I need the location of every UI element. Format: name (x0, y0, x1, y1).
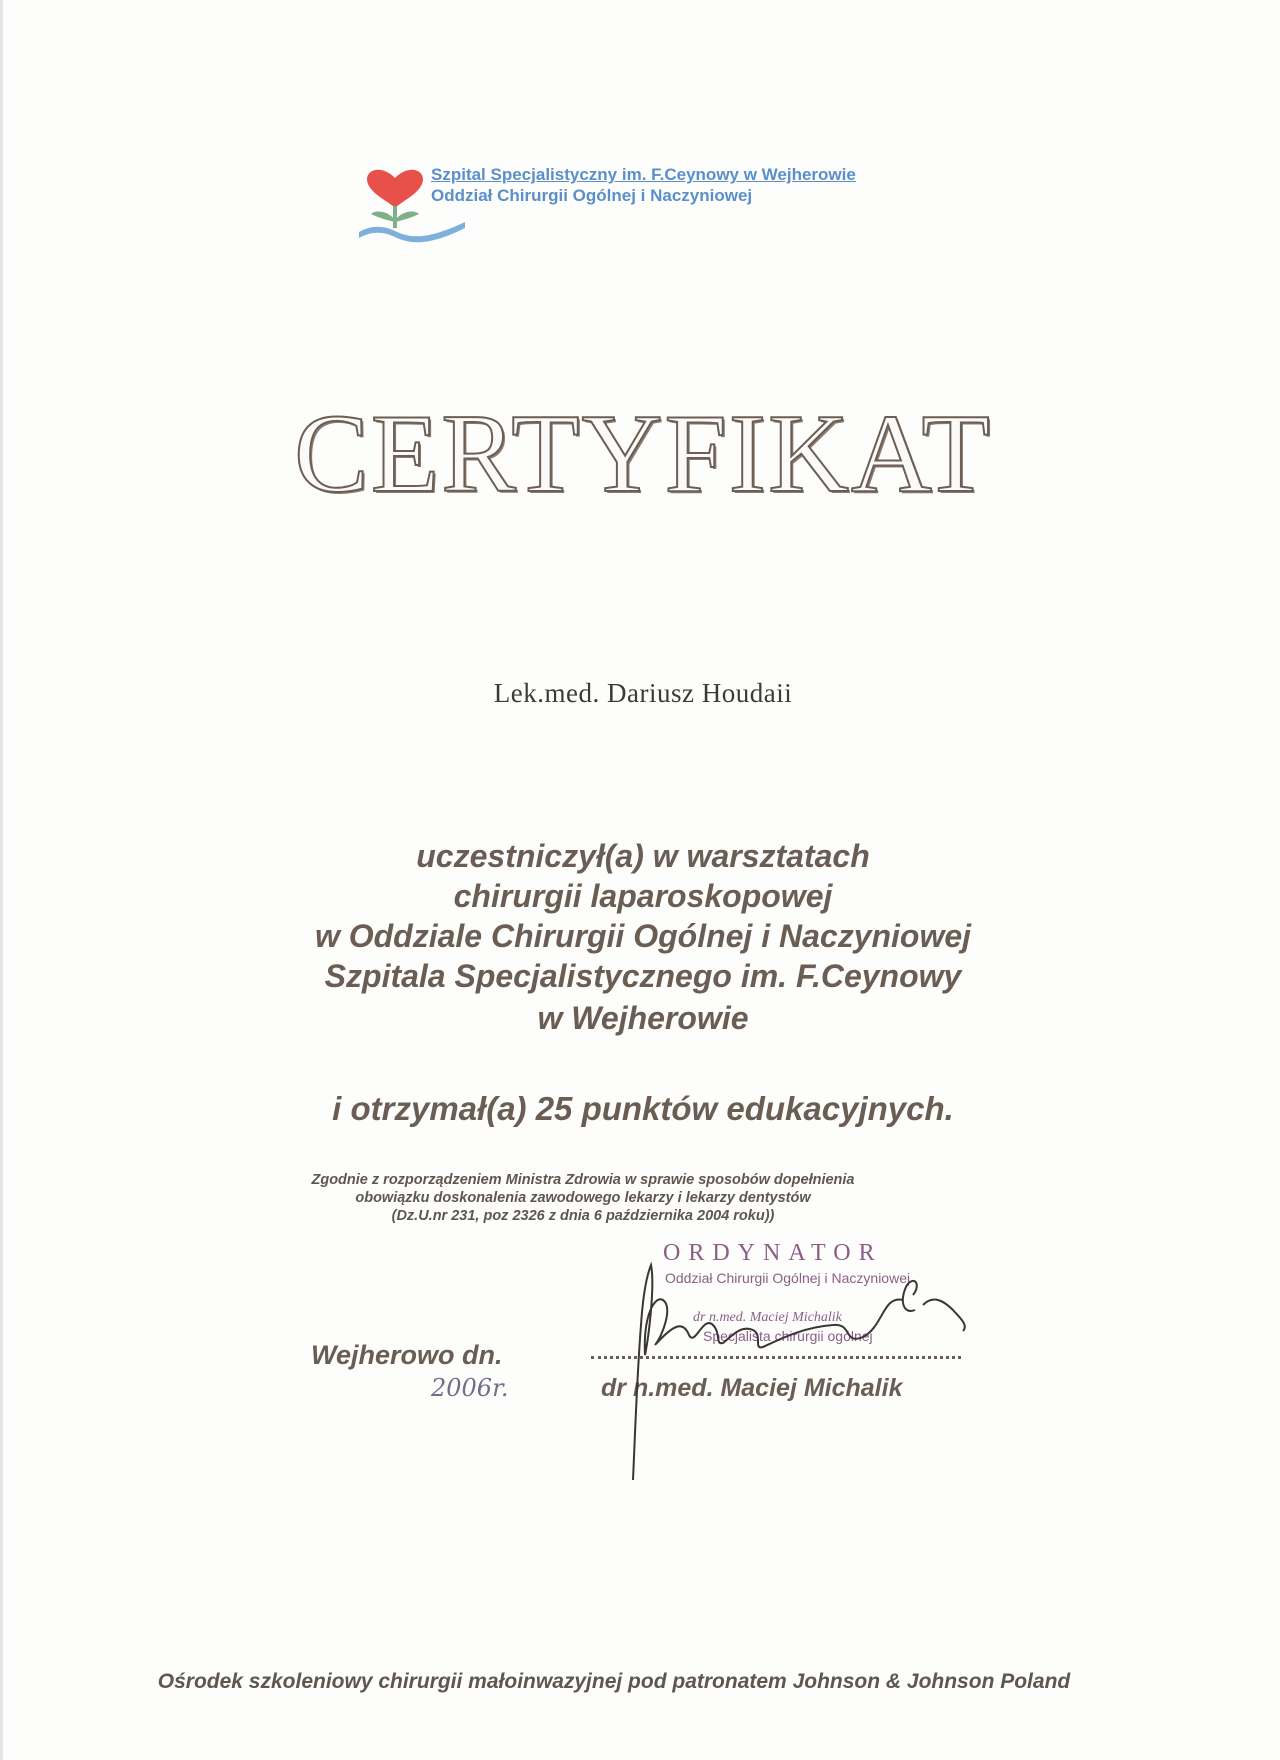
body-line-4: Szpitala Specjalistycznego im. F.Ceynowy (324, 958, 962, 994)
handwritten-signature-icon (603, 1255, 1023, 1485)
points-line: i otrzymał(a) 25 punktów edukacyjnych. (332, 1090, 954, 1127)
stamp-department: Oddział Chirurgii Ogólnej i Naczyniowej (665, 1270, 911, 1286)
body-line-3: w Oddziale Chirurgii Ogólnej i Naczyniowej (314, 918, 972, 954)
body-line-1: uczestniczył(a) w warsztatach (416, 838, 870, 874)
legal-line-1: Zgodnie z rozporządzeniem Ministra Zdrowia w sprawie sposobów dopełnienia (311, 1172, 855, 1188)
body-line-5: w Wejherowie (537, 1000, 749, 1036)
footer-text: Ośrodek szkoleniowy chirurgii małoinwazyjnej pod patronatem Johnson & Johnson Poland (157, 1670, 1071, 1693)
stamp-specialty: Specjalista chirurgii ogólnej (703, 1328, 873, 1344)
place-label: Wejherowo dn. (311, 1340, 503, 1370)
recipient-name: Lek.med. Dariusz Houdaii (493, 678, 793, 708)
legal-line-2: obowiązku doskonalenia zawodowego lekarzy i lekarzy dentystów (355, 1190, 811, 1206)
hospital-name: Szpital Specjalistyczny im. F.Ceynowy w Wejherowie (431, 165, 856, 184)
body-line-2: chirurgii laparoskopowej (453, 878, 833, 914)
certificate-title: CERTYFIKAT (294, 392, 992, 516)
stamp-title: ORDYNATOR (663, 1240, 883, 1266)
department-name: Oddział Chirurgii Ogólnej i Naczyniowej (431, 186, 753, 205)
signatory-name: dr n.med. Maciej Michalik (601, 1374, 903, 1402)
handwritten-date: 2006r. (431, 1374, 509, 1402)
stamp-name: dr n.med. Maciej Michalik (693, 1310, 842, 1325)
legal-line-3: (Dz.U.nr 231, poz 2326 z dnia 6 października 2004 roku)) (391, 1208, 775, 1224)
